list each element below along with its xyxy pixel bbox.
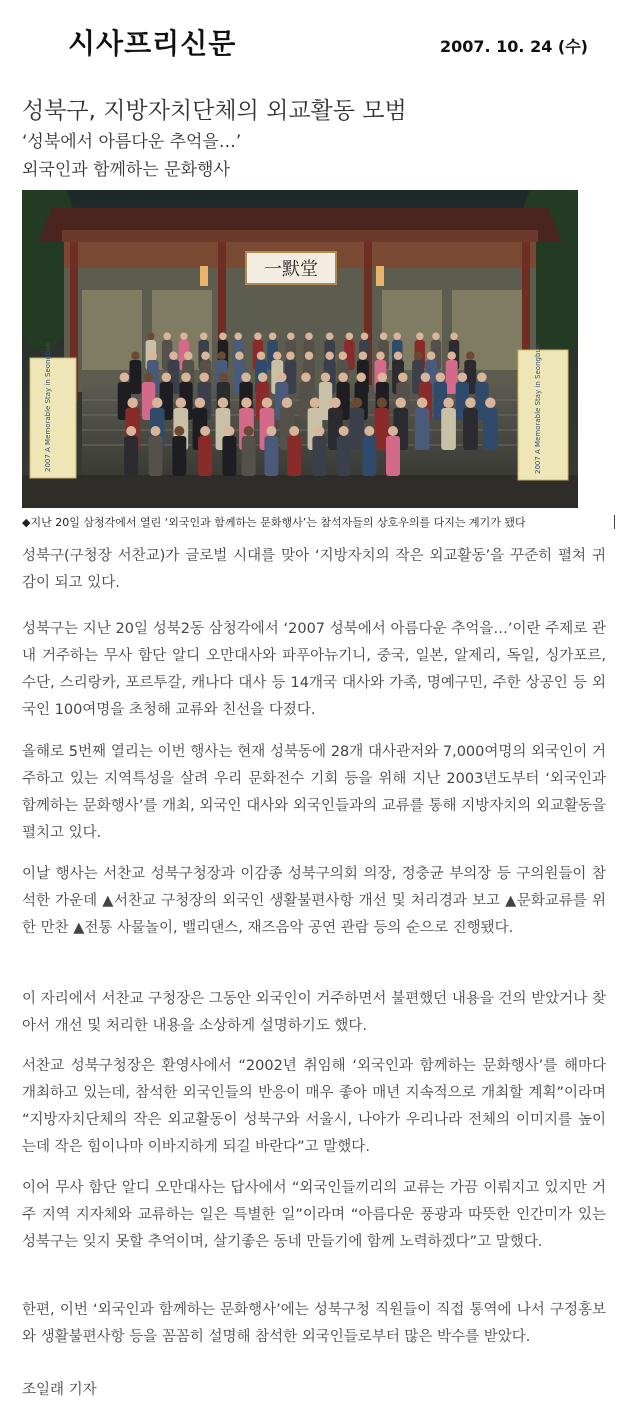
person-head <box>273 352 282 361</box>
person-head <box>416 333 424 341</box>
masthead: 시사프리신문 <box>68 27 237 60</box>
person-figure <box>130 360 142 394</box>
person-figure <box>337 436 351 476</box>
person-head <box>398 373 408 383</box>
person-head <box>262 398 273 409</box>
person-head <box>356 373 366 383</box>
person-head <box>447 352 456 361</box>
person-head <box>277 373 287 383</box>
person-head <box>417 398 428 409</box>
person-head <box>234 333 242 341</box>
person-head <box>289 426 299 436</box>
person-head <box>377 398 388 409</box>
person-head <box>310 398 321 409</box>
person-head <box>466 352 475 361</box>
article-paragraph: 서찬교 성북구청장은 환영사에서 “2002년 취임해 ‘외국인과 함께하는 문화행사’를 해마다 개최하고 있는데, 참석한 외국인들의 반응이 매우 좋아 매년 지속적으로 개최할 계획”이라며 “지방자치단체의 작은 외교활동이 성북구와 서울시, 나아가 우리나라 전체의 이미지를 높이는데 작은 힘이나마 이바지하게 되길 바란다”고 말했다. <box>22 1058 606 1155</box>
person-head <box>163 333 171 341</box>
person-figure <box>172 436 186 476</box>
person-figure <box>124 436 138 476</box>
person-head <box>305 352 314 361</box>
person-figure <box>149 436 163 476</box>
subhead-2: 외국인과 함께하는 문화행사 <box>22 160 230 180</box>
person-head <box>325 352 334 361</box>
person-head <box>378 373 388 383</box>
person-head <box>465 398 476 409</box>
person-head <box>217 352 226 361</box>
article-paragraph: 이어 무사 함단 알디 오만대사는 답사에서 “외국인들끼리의 교류는 가끔 이뤄지고 있지만 거주 지역 지자체와 교류하는 일은 특별한 일”이라며 “아름다운 풍광과 따뜻한 인간미가 있는 성북구는 잊지 못할 추억이며, 살기좋은 동네 만들기에 함께 노력하겠다”고 말했다. <box>22 1180 606 1250</box>
person-head <box>195 398 206 409</box>
person-head <box>162 373 172 383</box>
person-head <box>219 333 227 341</box>
person-head <box>258 373 268 383</box>
person-head <box>176 398 187 409</box>
person-figure <box>415 408 430 450</box>
person-head <box>120 373 130 383</box>
person-figure <box>463 408 478 450</box>
person-head <box>485 398 496 409</box>
article-paragraph: 올해로 5번째 열리는 이번 행사는 현재 성북동에 28개 대사관저와 7,000여명의 외국인이 거주하고 있는 지역특성을 살려 우리 문화전수 기회 등을 위해 지난 2003년도부터 ‘외국인과 함께하는 문화행사’를 개최, 외국인 대사와 외국인들과의 교류를 통해 지방자치의 외교활동을 펼치고 있다. <box>22 744 606 841</box>
article-paragraph: 한편, 이번 ‘외국인과 함께하는 문화행사’에는 성북구청 직원들이 직접 통역에 나서 구정홍보와 생활불편사항 등을 꼼꼼히 설명해 참석한 외국인들로부터 많은 박수를 받았다. <box>22 1302 606 1345</box>
person-head <box>147 333 155 341</box>
person-head <box>339 426 349 436</box>
person-head <box>126 426 136 436</box>
person-head <box>266 426 276 436</box>
person-head <box>394 333 402 341</box>
banner-left-text: 2007 A Memorable Stay in Seongbuk <box>44 342 52 472</box>
group-photo <box>22 190 578 508</box>
person-head <box>241 373 251 383</box>
person-head <box>218 398 229 409</box>
person-head <box>235 352 244 361</box>
person-head <box>301 373 311 383</box>
person-head <box>148 352 157 361</box>
banner-right-text: 2007 A Memorable Stay in Seongbuk <box>534 344 542 474</box>
article-paragraph: 이 자리에서 서찬교 구청장은 그동안 외국인이 거주하면서 불편했던 내용을 건의 받았거나 찾아서 개선 및 처리한 내용을 소상하게 설명하기도 했다. <box>22 991 606 1034</box>
person-figure <box>287 436 301 476</box>
person-head <box>201 352 210 361</box>
person-head <box>346 333 354 341</box>
person-figure <box>441 408 456 450</box>
person-head <box>436 373 446 383</box>
person-figure <box>362 436 376 476</box>
person-head <box>241 398 252 409</box>
publication-date: 2007. 10. 24 (수) <box>439 37 588 56</box>
byline: 조일래 기자 <box>22 1382 97 1398</box>
person-head <box>257 352 266 361</box>
person-figure <box>350 408 365 450</box>
person-head <box>380 333 388 341</box>
person-figure <box>222 436 236 476</box>
subhead-1: ‘성북에서 아름다운 추억을…’ <box>22 132 242 152</box>
person-head <box>361 333 369 341</box>
person-figure <box>242 436 256 476</box>
person-head <box>200 333 208 341</box>
person-head <box>254 333 262 341</box>
person-head <box>184 352 193 361</box>
person-head <box>219 373 229 383</box>
person-head <box>359 352 368 361</box>
person-head <box>151 426 161 436</box>
person-figure <box>483 408 498 450</box>
person-head <box>388 426 398 436</box>
article-paragraph: 성북구(구청장 서찬교)가 글로벌 시대를 맞아 ‘지방자치의 작은 외교활동’을 꾸준히 펼쳐 귀감이 되고 있다. <box>22 548 606 591</box>
person-head <box>339 352 348 361</box>
caption-rule <box>614 515 615 529</box>
person-head <box>127 398 138 409</box>
person-head <box>305 333 313 341</box>
person-head <box>427 352 436 361</box>
person-head <box>376 352 385 361</box>
person-head <box>269 333 277 341</box>
person-head <box>200 426 210 436</box>
person-head <box>180 333 188 341</box>
person-head <box>287 333 295 341</box>
person-head <box>282 398 293 409</box>
article-paragraph: 이날 행사는 서찬교 성북구청장과 이감종 성북구의회 의장, 정충균 부의장 등 구의원들이 참석한 가운데 ▲서찬교 구청장의 외국인 생활불편사항 개선 및 처리경과 보고 ▲문화교류를 위한 만찬 ▲전통 사물놀이, 밸리댄스, 재즈음악 공연 관람 등의 순으로 진행됐다. <box>22 866 606 936</box>
person-head <box>414 352 423 361</box>
person-head <box>286 352 295 361</box>
person-head <box>477 373 487 383</box>
person-head <box>443 398 454 409</box>
person-head <box>174 426 184 436</box>
person-head <box>321 373 331 383</box>
person-figure <box>264 436 278 476</box>
person-head <box>338 373 348 383</box>
person-head <box>131 352 140 361</box>
person-figure <box>198 436 212 476</box>
person-head <box>326 333 334 341</box>
person-figure <box>386 436 400 476</box>
person-head <box>244 426 254 436</box>
person-head <box>352 398 363 409</box>
person-head <box>432 333 440 341</box>
person-figure <box>312 436 326 476</box>
person-head <box>152 398 163 409</box>
article-paragraph: 성북구는 지난 20일 성북2동 삼청각에서 ‘2007 성북에서 아름다운 추억을…’이란 주제로 관내 거주하는 무사 함단 알디 오만대사와 파푸아뉴기니, 중국, 일본, 알제리, 독일, 싱가포르, 수단, 스리랑카, 포르투갈, 캐나다 대사 등 14개국 대사와 가족, 명예구민, 주한 상공인 등 외국인 100여명을 초청해 교류와 친선을 다졌다. <box>22 621 606 718</box>
person-head <box>330 398 341 409</box>
person-head <box>169 352 178 361</box>
person-head <box>450 333 458 341</box>
person-head <box>199 373 209 383</box>
person-head <box>314 426 324 436</box>
person-head <box>364 426 374 436</box>
person-head <box>421 373 431 383</box>
headline: 성북구, 지방자치단체의 외교활동 모범 <box>22 98 407 124</box>
person-head <box>458 373 468 383</box>
person-head <box>144 373 154 383</box>
person-head <box>181 373 191 383</box>
person-head <box>224 426 234 436</box>
person-head <box>394 352 403 361</box>
sign-board-text: 一默堂 <box>264 259 318 280</box>
photo-caption: ◆지난 20일 삼청각에서 열린 ‘외국인과 함께하는 문화행사’는 참석자들의 상호우의를 다지는 계기가 됐다 <box>22 516 526 529</box>
person-head <box>395 398 406 409</box>
